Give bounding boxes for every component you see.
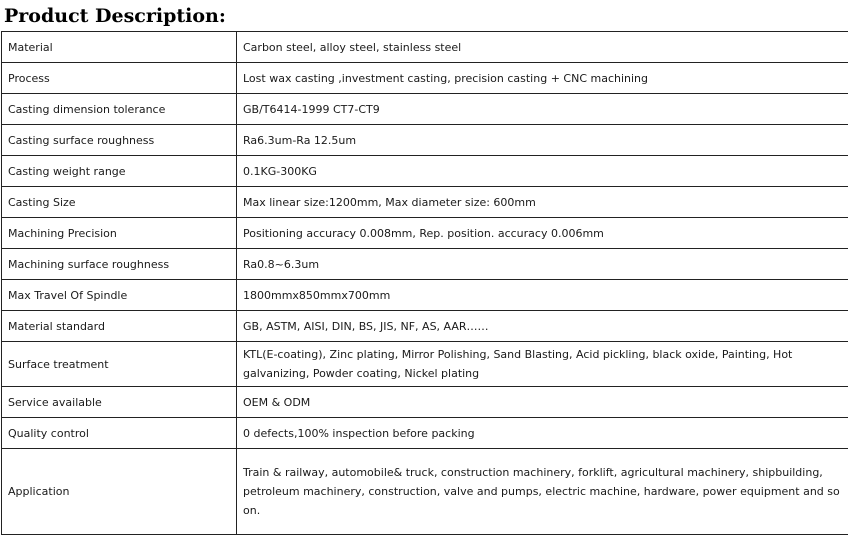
row-label: Service available — [2, 387, 237, 418]
table-row — [2, 125, 848, 156]
row-value — [237, 311, 848, 342]
row-value-text: Lost wax casting ,investment casting, precision casting + CNC machining — [243, 71, 649, 85]
row-value-text: GB/T6414-1999 CT7-CT9 — [243, 102, 380, 116]
row-value-text: GB, ASTM, AISI, DIN, BS, JIS, NF, AS, AAR…… — [243, 319, 489, 333]
page-title: Product Description: — [4, 5, 226, 27]
row-value — [237, 342, 848, 387]
row-value-text: Positioning accuracy 0.008mm, Rep. position. accuracy 0.006mm — [243, 226, 604, 240]
table-row — [2, 156, 848, 187]
row-value — [237, 280, 848, 311]
row-value — [237, 125, 848, 156]
row-label: Casting Size — [2, 187, 237, 218]
row-value — [237, 449, 848, 535]
table-row — [2, 218, 848, 249]
row-label: Process — [2, 63, 237, 94]
row-label: Material standard — [2, 311, 237, 342]
row-label: Application — [2, 449, 237, 535]
row-value-text: Carbon steel, alloy steel, stainless steel — [243, 40, 462, 54]
table-row — [2, 342, 848, 387]
row-value — [237, 218, 848, 249]
row-value — [237, 63, 848, 94]
row-value-text: Train & railway, automobile& truck, construction machinery, forklift, agricultural machinery, shipbuilding, petroleum machinery, construction, valve and pumps, electric machine, hardware, power equipment and so on. — [243, 466, 840, 517]
row-label: Machining surface roughness — [2, 249, 237, 280]
table-row — [2, 63, 848, 94]
row-value — [237, 156, 848, 187]
row-value — [237, 418, 848, 449]
row-label: Machining Precision — [2, 218, 237, 249]
row-value — [237, 32, 848, 63]
product-spec-table — [1, 31, 848, 535]
row-label: Casting surface roughness — [2, 125, 237, 156]
row-value — [237, 94, 848, 125]
row-value — [237, 249, 848, 280]
row-value — [237, 387, 848, 418]
row-value-text: 1800mmx850mmx700mm — [243, 288, 391, 302]
table-row — [2, 280, 848, 311]
row-label: Max Travel Of Spindle — [2, 280, 237, 311]
row-label: Surface treatment — [2, 342, 237, 387]
row-value-text: Ra6.3um-Ra 12.5um — [243, 133, 357, 147]
row-value-text: KTL(E-coating), Zinc plating, Mirror Polishing, Sand Blasting, Acid pickling, black oxide, Painting, Hot galvanizing, Powder coating, Nickel plating — [243, 348, 793, 380]
table-row — [2, 94, 848, 125]
table-row — [2, 449, 848, 535]
table-row — [2, 418, 848, 449]
row-label: Casting weight range — [2, 156, 237, 187]
row-value-text: OEM & ODM — [243, 395, 311, 409]
row-label: Quality control — [2, 418, 237, 449]
row-value-text: Max linear size:1200mm, Max diameter size: 600mm — [243, 195, 536, 209]
table-row — [2, 311, 848, 342]
row-value-text: Ra0.8~6.3um — [243, 257, 320, 271]
row-value — [237, 187, 848, 218]
table-row — [2, 249, 848, 280]
table-row — [2, 32, 848, 63]
row-value-text: 0.1KG-300KG — [243, 164, 317, 178]
table-row — [2, 187, 848, 218]
row-value-text: 0 defects,100% inspection before packing — [243, 426, 475, 440]
table-row — [2, 387, 848, 418]
row-label: Casting dimension tolerance — [2, 94, 237, 125]
row-label: Material — [2, 32, 237, 63]
